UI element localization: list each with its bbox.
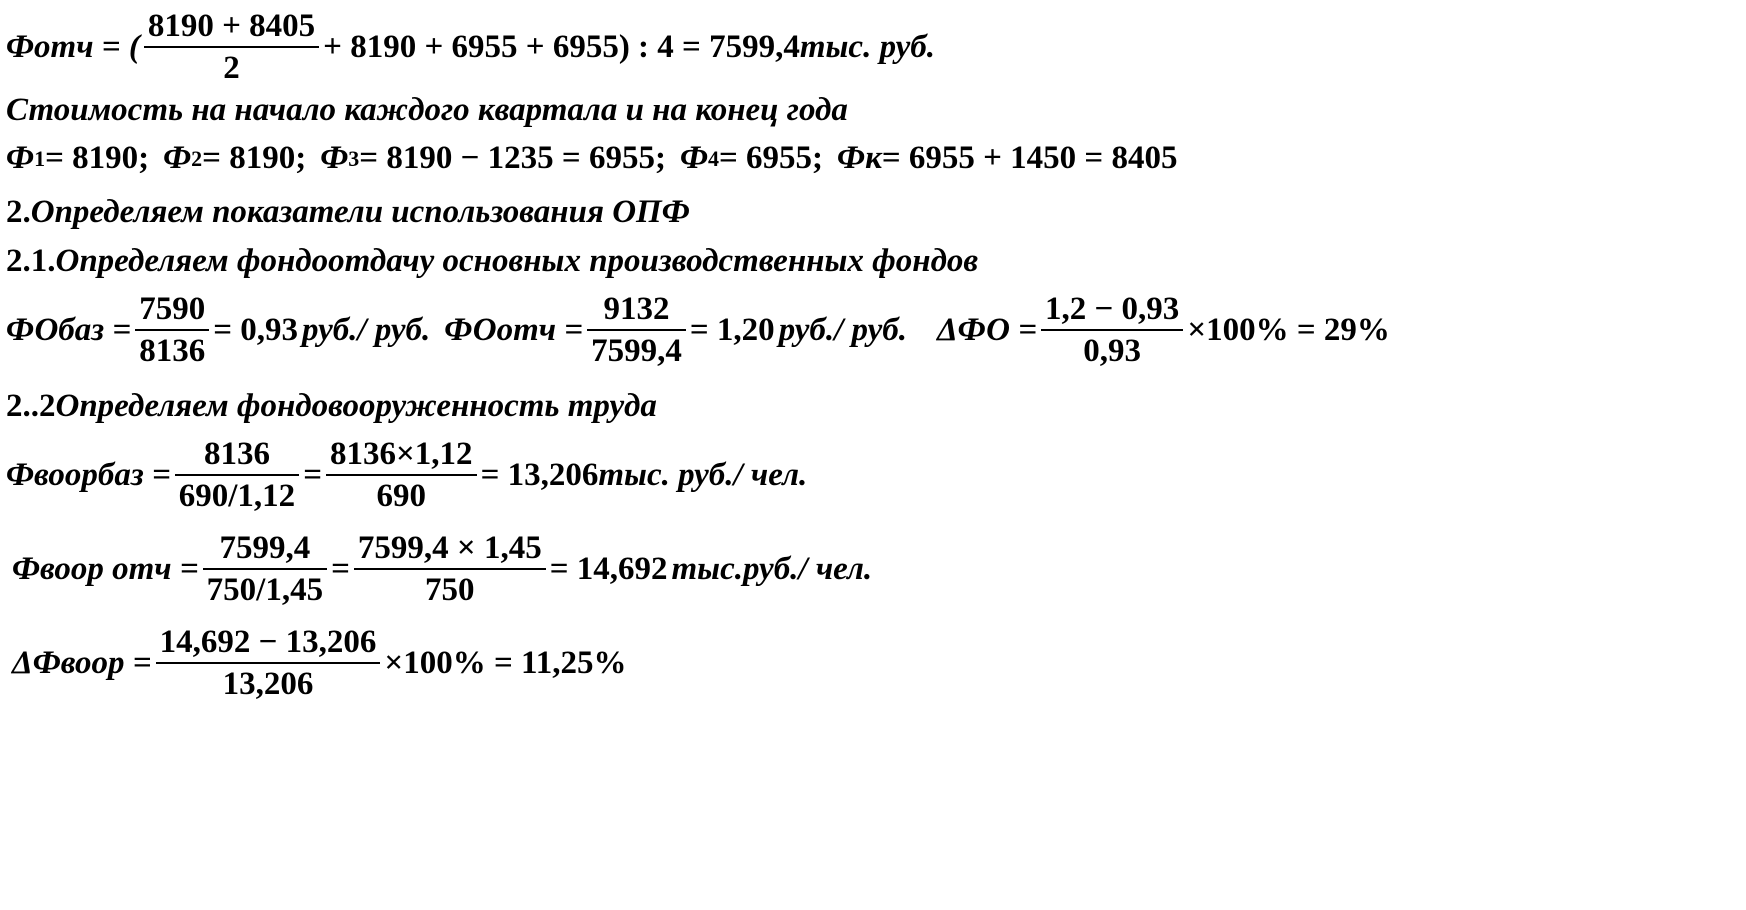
delta-fo-lhs: ΔФО = xyxy=(936,312,1037,348)
fotch-rest: + 8190 + 6955 + 6955) : 4 = 7599,4 xyxy=(323,29,800,65)
equation-fotch xyxy=(6,10,935,85)
fraction-numerator: 8136 xyxy=(203,436,270,472)
section-title: Определяем показатели использования ОПФ xyxy=(30,194,690,230)
fraction-denominator: 690 xyxy=(326,474,477,513)
fraction-numerator: 9132 xyxy=(603,291,670,327)
fraction xyxy=(587,293,686,368)
fraction-denominator: 690/1,12 xyxy=(175,474,299,513)
fvooro-lhs: Фвоор отч = xyxy=(12,551,199,587)
fvooro-result: = 14,692 xyxy=(549,551,668,587)
fraction-denominator: 7599,4 xyxy=(587,329,686,368)
fraction-numerator: 8190 + 8405 xyxy=(147,8,316,44)
section-number: 2.1. xyxy=(6,243,56,279)
fraction-denominator: 750 xyxy=(354,568,546,607)
footch-result: = 1,20 xyxy=(689,312,775,348)
delta-fvoor-result: ×100% = 11,25% xyxy=(384,645,627,681)
fvoorbaz-lhs: Фвоорбаз = xyxy=(6,457,171,493)
f3-sub: 3 xyxy=(348,145,360,171)
fraction xyxy=(135,293,209,368)
fraction xyxy=(144,10,319,85)
quarter-cost-heading: Стоимость на начало каждого квартала и на конец года xyxy=(6,92,848,128)
section-number: 2..2 xyxy=(6,388,56,424)
fraction-denominator: 0,93 xyxy=(1041,329,1183,368)
equation-delta-fvoor xyxy=(12,626,626,701)
unit-label: тыс.руб./ чел. xyxy=(671,551,873,587)
f2-value: = 8190; xyxy=(202,140,307,176)
f4-symbol: Ф xyxy=(679,140,708,176)
f2-sub: 2 xyxy=(191,145,203,171)
fraction xyxy=(156,626,381,701)
fraction-numerator: 7590 xyxy=(139,291,206,327)
fraction xyxy=(175,438,299,513)
f3-value: = 8190 − 1235 = 6955; xyxy=(359,140,666,176)
unit-label: тыс. руб./ чел. xyxy=(598,457,808,493)
equals-sign: = xyxy=(331,551,350,587)
f1-value: = 8190; xyxy=(45,140,150,176)
fraction xyxy=(326,438,477,513)
fraction-numerator: 14,692 − 13,206 xyxy=(159,624,377,660)
fk-symbol: Фк xyxy=(837,140,882,176)
fotch-lhs: Фотч = ( xyxy=(6,29,140,65)
fraction-denominator: 8136 xyxy=(135,329,209,368)
fk-value: = 6955 + 1450 = 8405 xyxy=(881,140,1178,176)
fraction-denominator: 750/1,45 xyxy=(203,568,327,607)
section-title: Определяем фондоотдачу основных производственных фондов xyxy=(55,243,979,279)
f1-symbol: Ф xyxy=(6,140,35,176)
unit-label: руб./ руб. xyxy=(778,312,907,348)
footch-lhs: ФОотч = xyxy=(444,312,584,348)
fraction-numerator: 8136×1,12 xyxy=(330,436,473,472)
section-2-1-heading xyxy=(6,245,978,278)
f4-value: = 6955; xyxy=(719,140,824,176)
section-2-2-heading xyxy=(6,390,657,423)
fvoorbaz-result: = 13,206 xyxy=(480,457,599,493)
fraction-denominator: 2 xyxy=(144,46,319,85)
equation-fvoor-baz xyxy=(6,438,807,513)
delta-fo-result: ×100% = 29% xyxy=(1187,312,1390,348)
unit-label: тыс. руб. xyxy=(799,29,936,65)
section-number: 2. xyxy=(6,194,31,230)
equals-sign: = xyxy=(303,457,322,493)
section-title: Определяем фондовооруженность труда xyxy=(55,388,657,424)
fraction-numerator: 1,2 − 0,93 xyxy=(1045,291,1180,327)
fobaz-lhs: ФОбаз = xyxy=(6,312,132,348)
unit-label: руб./ руб. xyxy=(302,312,431,348)
fraction xyxy=(203,532,327,607)
section-2-heading xyxy=(6,196,690,229)
f1-sub: 1 xyxy=(34,145,46,171)
fraction xyxy=(1041,293,1183,368)
fraction-denominator: 13,206 xyxy=(156,662,381,701)
f2-symbol: Ф xyxy=(163,140,192,176)
fobaz-result: = 0,93 xyxy=(213,312,298,348)
fraction-numerator: 7599,4 xyxy=(219,530,311,566)
fraction xyxy=(354,532,546,607)
equation-fondootdacha xyxy=(6,293,1390,368)
f4-sub: 4 xyxy=(708,145,719,171)
f3-symbol: Ф xyxy=(320,140,349,176)
equation-fvoor-otch xyxy=(12,532,872,607)
quarter-values xyxy=(6,142,1178,175)
delta-fvoor-lhs: ΔФвоор = xyxy=(12,645,152,681)
fraction-numerator: 7599,4 × 1,45 xyxy=(357,530,542,566)
